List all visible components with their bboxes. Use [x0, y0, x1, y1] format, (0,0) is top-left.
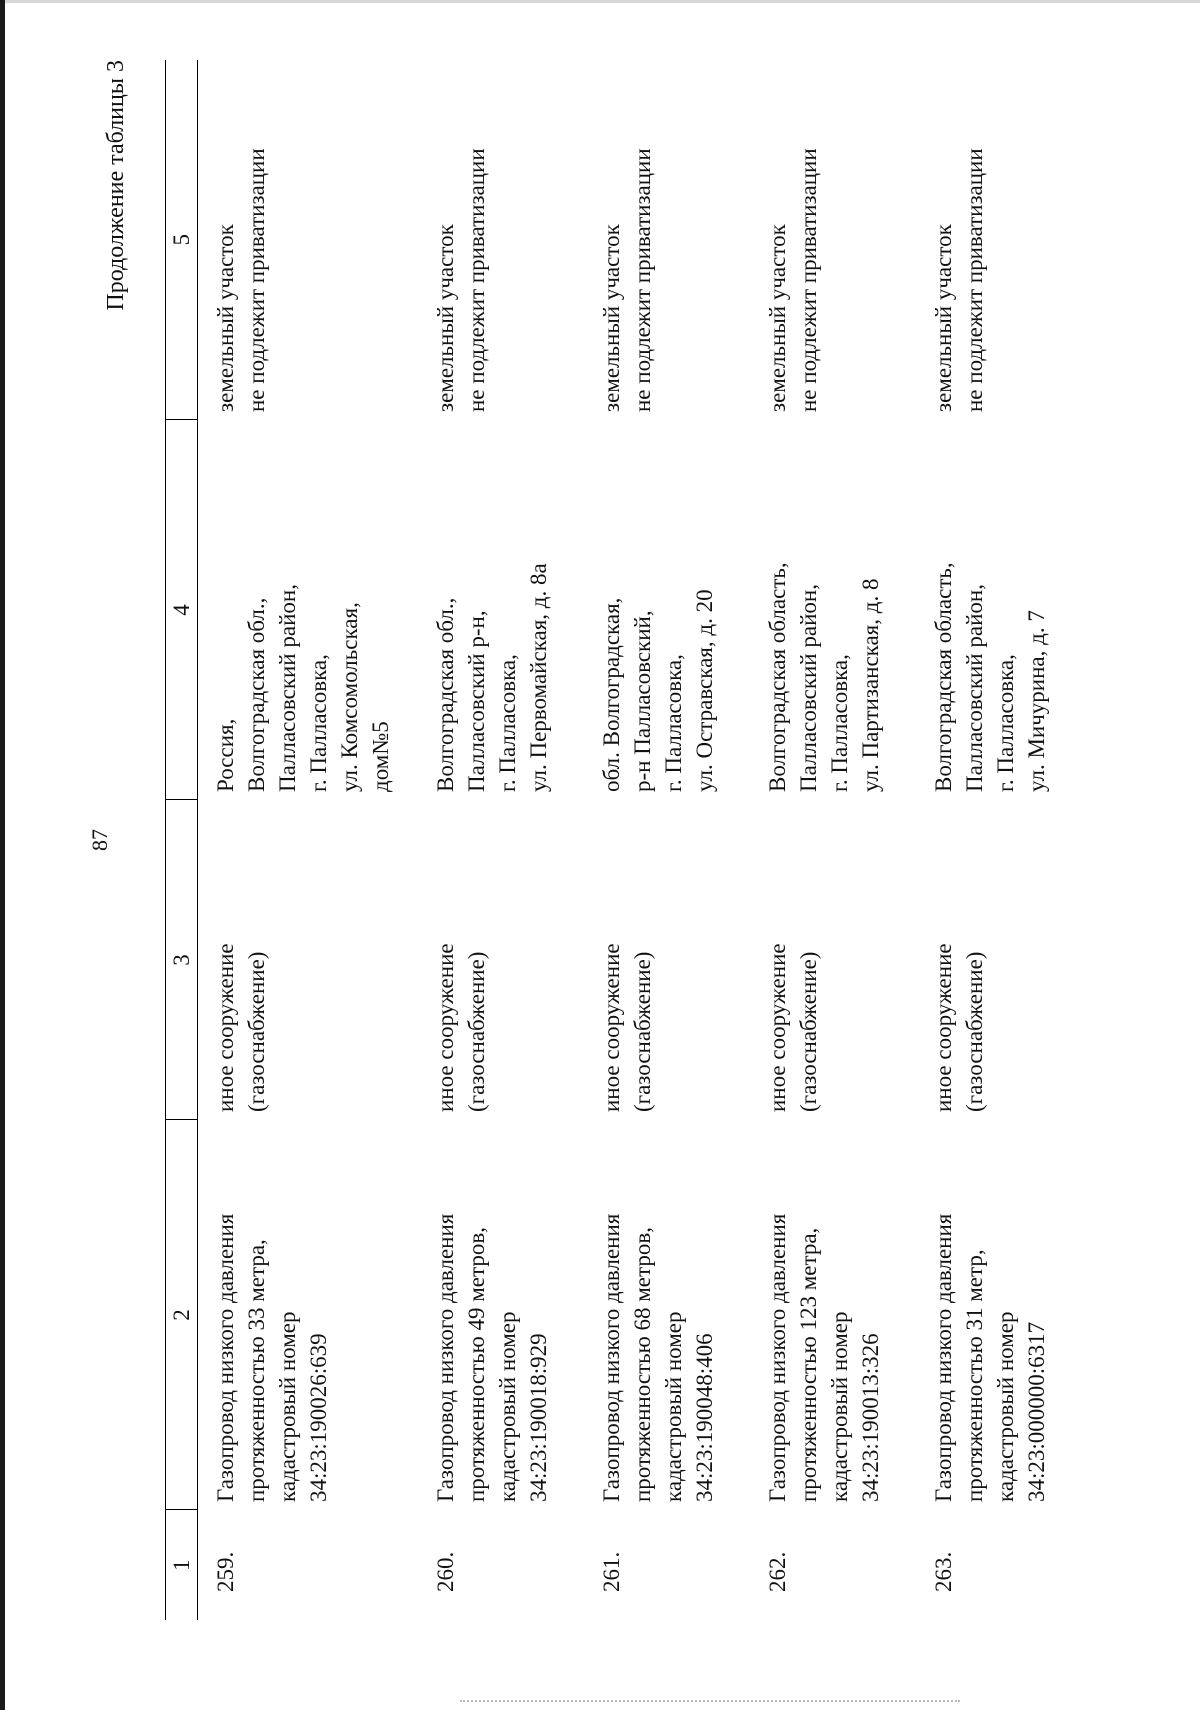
table-row [418, 60, 584, 1620]
header-col-4: 4 [166, 420, 198, 800]
object-type: иное сооружение (газоснабжение) [931, 943, 987, 1112]
table-row [916, 60, 1074, 1620]
object-name: Газопровод низкого давления протяженностью 49 метров, кадастровый номер 34:23:190018:929 [433, 1213, 551, 1502]
header-col-5: 5 [166, 60, 198, 420]
table-row [584, 60, 750, 1620]
row-number: 259. [213, 1551, 238, 1592]
object-note: земельный участок не подлежит приватизации [765, 148, 821, 412]
object-name: Газопровод низкого давления протяженностью 33 метра, кадастровый номер 34:23:190026:639 [213, 1213, 331, 1502]
scan-edge-top [0, 0, 1200, 3]
object-type: иное сооружение (газоснабжение) [433, 943, 489, 1112]
property-table [165, 60, 1074, 1620]
table-row [750, 60, 916, 1620]
object-name: Газопровод низкого давления протяженностью 68 метров, кадастровый номер 34:23:190048:406 [599, 1213, 717, 1502]
object-address: обл. Волгоградская, р-н Палласовский, г. Палласовка, ул. Остравская, д. 20 [599, 589, 717, 792]
rotated-page-content [75, 60, 1075, 1620]
object-note: земельный участок не подлежит приватизации [599, 148, 655, 412]
object-name: Газопровод низкого давления протяженностью 31 метр, кадастровый номер 34:23:000000:6317 [931, 1213, 1049, 1502]
object-note: земельный участок не подлежит приватизации [433, 148, 489, 412]
header-col-3: 3 [166, 800, 198, 1120]
row-number: 262. [765, 1551, 790, 1592]
object-note: земельный участок не подлежит приватизации [213, 148, 269, 412]
header-col-1: 1 [166, 1510, 198, 1620]
row-number: 263. [931, 1551, 956, 1592]
scan-edge-left [0, 0, 5, 1710]
object-address: Волгоградская обл., Палласовский р-н, г. Палласовка, ул. Первомайская, д. 8а [433, 563, 551, 792]
object-type: иное сооружение (газоснабжение) [599, 943, 655, 1112]
page-number: 87 [87, 829, 112, 851]
object-address: Россия, Волгоградская обл., Палласовский район, г. Палласовка, ул. Комсомольская, дом№5 [213, 584, 393, 792]
object-note: земельный участок не подлежит приватизации [931, 148, 987, 412]
row-number: 261. [599, 1551, 624, 1592]
object-address: Волгоградская область, Палласовский район, г. Палласовка, ул. Мичурина, д. 7 [931, 562, 1049, 792]
object-type: иное сооружение (газоснабжение) [213, 943, 269, 1112]
table-row [198, 60, 419, 1620]
object-name: Газопровод низкого давления протяженностью 123 метра, кадастровый номер 34:23:190013:326 [765, 1213, 883, 1502]
scan-edge-bottom [460, 1700, 960, 1704]
object-address: Волгоградская область, Палласовский район, г. Палласовка, ул. Партизанская, д. 8 [765, 562, 883, 792]
table-header-row [166, 60, 198, 1620]
header-col-2: 2 [166, 1120, 198, 1510]
table-continuation-label: Продолжение таблицы 3 [103, 60, 129, 311]
row-number: 260. [433, 1551, 458, 1592]
object-type: иное сооружение (газоснабжение) [765, 943, 821, 1112]
